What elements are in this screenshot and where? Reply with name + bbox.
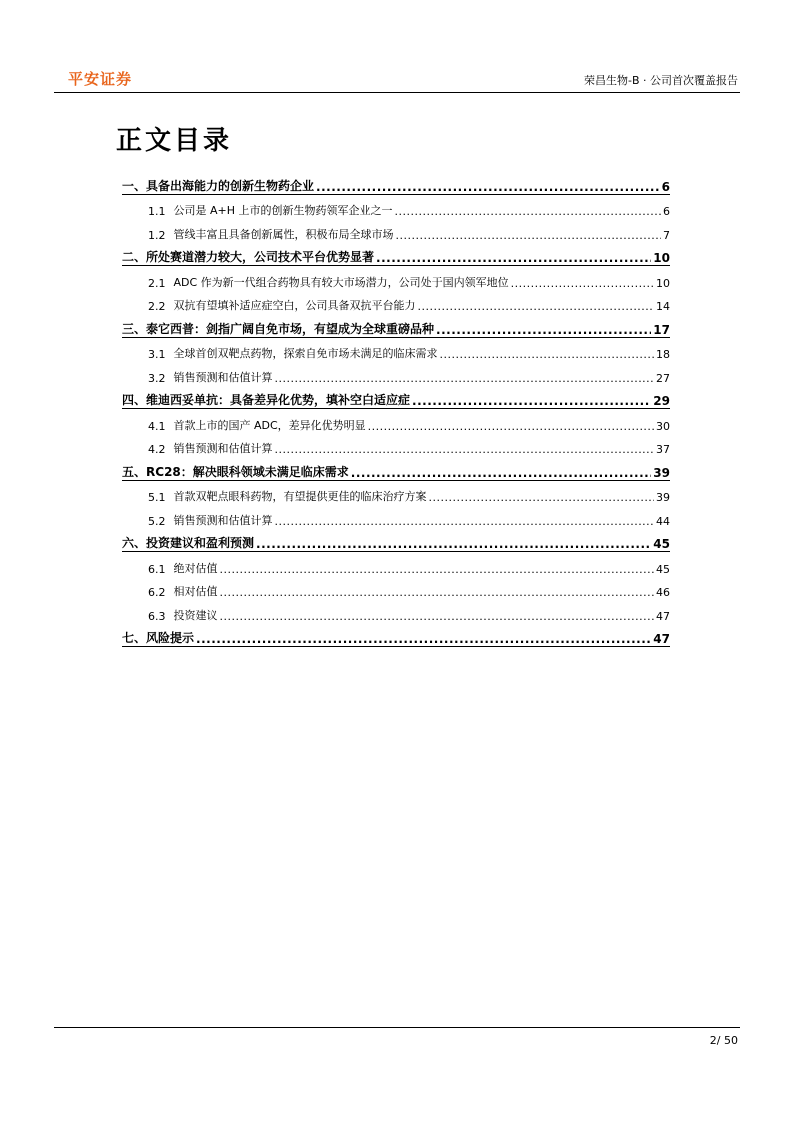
toc-subsection[interactable] (122, 481, 670, 505)
toc-leader-dots (220, 610, 655, 623)
toc-title: 风险提示 (146, 631, 195, 645)
toc-leader-dots (396, 229, 662, 242)
toc-subsection[interactable] (122, 218, 670, 242)
toc-leader-dots (412, 394, 651, 408)
toc-subsection[interactable] (122, 409, 670, 433)
toc-page-number: 6 (663, 205, 670, 218)
toc-leader-dots (511, 277, 654, 290)
toc-title: 投资建议和盈利预测 (146, 536, 255, 550)
toc-section[interactable] (122, 456, 670, 481)
company-logo: 平安证券 (68, 70, 133, 88)
toc-page-number: 27 (656, 371, 670, 385)
toc-leader-dots (429, 491, 655, 504)
toc-title: 销售预测和估值计算 (173, 513, 273, 527)
toc-page-number: 17 (653, 322, 670, 337)
toc-number: 4.2 (148, 443, 166, 456)
toc-leader-dots (351, 466, 652, 480)
toc-page-number: 30 (656, 419, 670, 433)
toc-leader-dots (220, 563, 655, 576)
toc-page-number: 47 (656, 609, 670, 623)
toc-number: 3.1 (148, 348, 166, 361)
toc-title: 首款双靶点眼科药物，有望提供更佳的临床治疗方案 (173, 490, 427, 503)
toc-leader-dots (196, 632, 651, 646)
toc-leader-dots (316, 180, 660, 194)
toc-subsection[interactable] (122, 552, 670, 576)
toc-leader-dots (256, 537, 651, 551)
toc-leader-dots (436, 323, 651, 337)
toc-number: 2.2 (148, 300, 166, 313)
toc-title: 绝对估值 (173, 561, 218, 575)
report-title: 荣昌生物-B · 公司首次覆盖报告 (583, 74, 738, 87)
toc-section[interactable] (122, 385, 670, 410)
toc-page-number: 10 (653, 251, 670, 265)
toc-title: 公司是 A+H 上市的创新生物药领军企业之一 (173, 204, 393, 217)
header-divider (54, 92, 740, 93)
toc-page-number: 39 (656, 491, 670, 504)
page-title: 正文目录 (116, 126, 233, 156)
toc-number: 4.1 (148, 419, 166, 433)
toc-page-number: 46 (656, 586, 670, 599)
toc-number: 二、 (122, 250, 147, 264)
toc-title: 销售预测和估值计算 (173, 370, 273, 384)
toc-subsection[interactable] (122, 433, 670, 457)
toc-number: 5.1 (148, 491, 166, 504)
toc-leader-dots (395, 205, 661, 218)
toc-number: 一、 (122, 178, 147, 193)
toc-page-number: 29 (653, 394, 670, 408)
toc-page-number: 14 (656, 300, 670, 313)
toc-leader-dots (440, 348, 655, 361)
toc-leader-dots (275, 515, 655, 528)
toc-page-number: 18 (656, 348, 670, 361)
toc-title: 销售预测和估值计算 (173, 442, 273, 455)
toc-leader-dots (220, 586, 655, 599)
toc-number: 四、 (122, 393, 147, 407)
toc-title: 双抗有望填补适应症空白，公司具备双抗平台能力 (173, 299, 416, 312)
toc-number: 七、 (122, 631, 147, 645)
toc-number: 3.2 (148, 371, 166, 385)
toc-leader-dots (368, 420, 654, 433)
toc-number: 1.2 (148, 228, 166, 242)
toc-subsection[interactable] (122, 195, 670, 219)
toc-title: 具备出海能力的创新生物药企业 (146, 178, 315, 193)
toc-title: RC28：解决眼科领域未满足临床需求 (146, 464, 349, 479)
toc-number: 2.1 (148, 276, 166, 290)
toc-title: 维迪西妥单抗：具备差异化优势，填补空白适应症 (146, 393, 411, 407)
toc-subsection[interactable] (122, 599, 670, 623)
toc-section[interactable] (122, 242, 670, 267)
toc-title: ADC 作为新一代组合药物具有较大市场潜力，公司处于国内领军地位 (173, 275, 509, 289)
toc-section[interactable] (122, 170, 670, 195)
toc-number: 6.1 (148, 562, 166, 576)
toc-number: 三、 (122, 321, 147, 336)
toc-section[interactable] (122, 528, 670, 553)
toc-number: 六、 (122, 536, 147, 550)
toc-number: 五、 (122, 464, 147, 479)
toc-section[interactable] (122, 313, 670, 338)
toc-leader-dots (275, 443, 655, 456)
toc-page-number: 47 (653, 632, 670, 646)
toc-title: 所处赛道潜力较大，公司技术平台优势显著 (146, 250, 375, 264)
toc-page-number: 45 (656, 562, 670, 576)
toc-page-number: 37 (656, 443, 670, 456)
toc-number: 5.2 (148, 514, 166, 528)
toc-title: 泰它西普：剑指广阔自免市场，有望成为全球重磅品种 (146, 321, 435, 336)
toc-subsection[interactable] (122, 290, 670, 314)
toc-leader-dots (418, 300, 655, 313)
toc-subsection[interactable] (122, 266, 670, 290)
toc-subsection[interactable] (122, 338, 670, 362)
toc-title: 相对估值 (173, 585, 218, 598)
toc-title: 全球首创双靶点药物，探索自免市场未满足的临床需求 (173, 347, 438, 360)
toc-section[interactable] (122, 623, 670, 648)
page-number: 2/ 50 (709, 1034, 738, 1047)
toc-number: 1.1 (148, 205, 166, 218)
toc-page-number: 39 (653, 465, 670, 480)
toc-subsection[interactable] (122, 361, 670, 385)
toc-page-number: 45 (653, 537, 670, 551)
toc-leader-dots (376, 251, 651, 265)
toc-number: 6.3 (148, 609, 166, 623)
toc-subsection[interactable] (122, 576, 670, 600)
toc-title: 投资建议 (173, 608, 218, 622)
toc-page-number: 10 (656, 276, 670, 290)
toc-page-number: 6 (661, 179, 670, 194)
toc-page-number: 7 (663, 228, 670, 242)
table-of-contents (122, 170, 670, 647)
footer-divider (54, 1027, 740, 1028)
toc-page-number: 44 (656, 514, 670, 528)
toc-title: 首款上市的国产 ADC，差异化优势明显 (173, 418, 366, 432)
toc-subsection[interactable] (122, 504, 670, 528)
toc-number: 6.2 (148, 586, 166, 599)
toc-title: 管线丰富且具备创新属性，积极布局全球市场 (173, 227, 394, 241)
toc-leader-dots (275, 372, 655, 385)
